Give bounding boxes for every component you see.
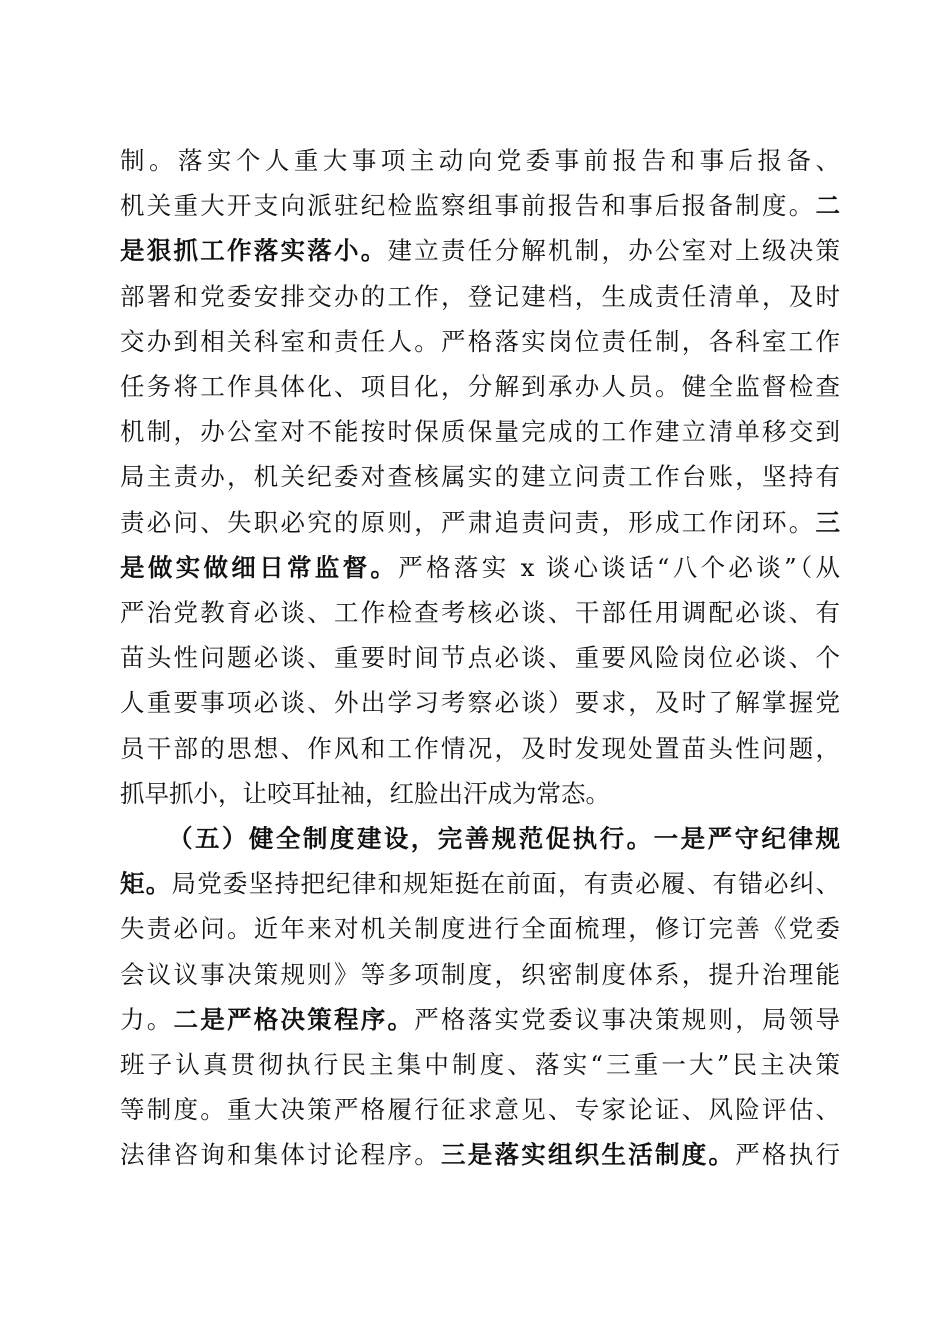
text-segment: 严格执行	[735, 1140, 840, 1170]
text-segment: 失责必问。近年来对机关制度进行全面梳理，修订完善《党委	[120, 914, 840, 944]
text-line	[120, 779, 840, 809]
text-segment: 机关重大开支向派驻纪检监察组事前报告和事后报备制度。	[120, 191, 816, 221]
text-line	[120, 734, 840, 764]
text-segment: 抓早抓小，让咬耳扯袖，红脸出汗成为常态。	[120, 778, 610, 808]
bold-text-segment: （五）健全制度建设，完善规范促执行。一是严守纪律规	[168, 824, 840, 853]
text-segment: 班子认真贯彻执行民主集中制度、落实“三重一大”民主决策	[120, 1050, 840, 1079]
text-line	[120, 869, 840, 899]
text-line	[120, 1050, 840, 1080]
text-segment: 会议议事决策规则》等多项制度，织密制度体系，提升治理能	[120, 959, 840, 989]
text-line	[120, 553, 840, 583]
text-segment: 人重要事项必谈、外出学习考察必谈）要求，及时了解掌握党	[120, 688, 840, 718]
text-segment: 机制，办公室对不能按时保质保量完成的工作建立清单移交到	[120, 417, 840, 447]
text-line	[120, 1005, 840, 1035]
text-line	[120, 417, 840, 447]
text-segment: 严格落实党委议事决策规则，局领导	[414, 1004, 840, 1034]
text-segment: 任务将工作具体化、项目化，分解到承办人员。健全监督检查	[120, 372, 840, 401]
text-line	[120, 598, 840, 628]
bold-text-segment: 矩。	[120, 869, 172, 899]
bold-text-segment: 二是严格决策程序。	[173, 1004, 415, 1034]
text-line	[120, 282, 840, 312]
text-line	[120, 960, 840, 990]
text-line	[120, 508, 840, 538]
bold-text-segment: 是做实做细日常监督。	[120, 552, 399, 582]
text-line	[168, 824, 840, 854]
text-segment: 等制度。重大决策严格履行征求意见、专家论证、风险评估、	[120, 1095, 840, 1125]
text-line	[120, 1140, 840, 1170]
text-line	[120, 236, 840, 266]
text-segment: 局主责办，机关纪委对查核属实的建立问责工作台账，坚持有	[120, 462, 840, 492]
text-segment: 建立责任分解机制，办公室对上级决策	[387, 236, 840, 266]
text-segment: 局党委坚持把纪律和规矩挺在前面，有责必履、有错必纠、	[171, 869, 841, 899]
text-line	[120, 327, 840, 357]
text-segment: 力。	[120, 1004, 174, 1034]
text-line	[120, 688, 840, 718]
text-line	[120, 914, 840, 944]
text-segment: 责必问、失职必究的原则，严肃追责问责，形成工作闭环。	[120, 507, 816, 537]
text-line	[120, 643, 840, 673]
text-segment: 部署和党委安排交办的工作，登记建档，生成责任清单，及时	[120, 281, 840, 311]
text-segment: 交办到相关科室和责任人。严格落实岗位责任制，各科室工作	[120, 326, 840, 356]
text-segment: 制。落实个人重大事项主动向党委事前报告和事后报备、	[120, 146, 840, 175]
text-line	[120, 191, 840, 221]
text-line	[120, 1095, 840, 1125]
text-segment: 严治党教育必谈、工作检查考核必谈、干部任用调配必谈、有	[120, 598, 840, 627]
bold-text-segment: 是狠抓工作落实落小。	[120, 236, 388, 266]
text-segment: 严格落实 x 谈心谈话“八个必谈”（从	[398, 552, 840, 582]
text-line	[120, 372, 840, 402]
text-segment: 苗头性问题必谈、重要时间节点必谈、重要风险岗位必谈、个	[120, 643, 840, 673]
bold-text-segment: 三是落实组织生活制度。	[441, 1140, 736, 1170]
bold-text-segment: 三	[815, 507, 840, 537]
text-line	[120, 462, 840, 492]
text-line	[120, 146, 840, 176]
bold-text-segment: 二	[815, 191, 840, 221]
text-segment: 员干部的思想、作风和工作情况，及时发现处置苗头性问题，	[120, 733, 840, 763]
text-segment: 法律咨询和集体讨论程序。	[120, 1140, 441, 1170]
